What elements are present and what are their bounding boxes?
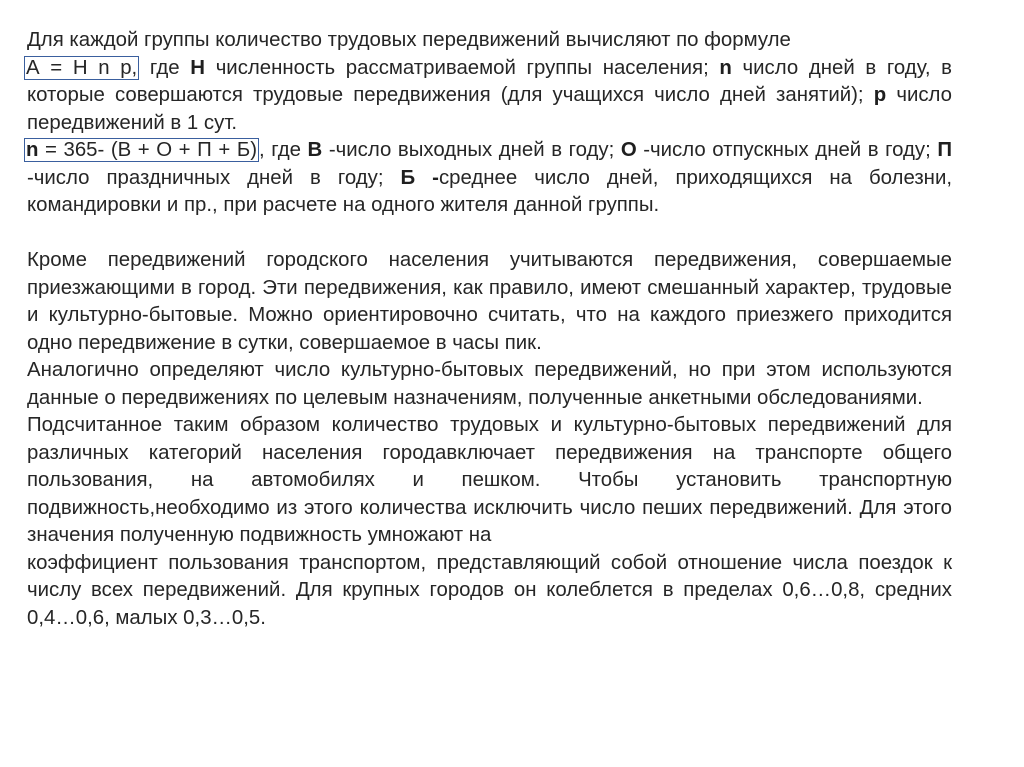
formula-a-text-1: где bbox=[139, 56, 191, 79]
slide-text-body bbox=[27, 27, 952, 632]
formula-a-box: А = Н n p, bbox=[26, 56, 138, 79]
paragraph-spacer bbox=[27, 220, 952, 248]
variable-o: О bbox=[620, 139, 637, 161]
variable-b-average: Б - bbox=[400, 166, 439, 189]
variable-b: В bbox=[307, 139, 323, 161]
variable-p: р bbox=[873, 84, 887, 106]
formula-n-variable: n bbox=[26, 139, 39, 161]
formula-a-paragraph bbox=[27, 55, 952, 138]
formula-a-text-3: число дней в году, в которые совершаются трудовые передвижения (для учащихся число дней занятий); bbox=[27, 56, 953, 106]
formula-n-text-4: -число праздничных дней в году; bbox=[27, 166, 401, 189]
formula-n-text-5: среднее число дней, приходящихся на болезни, командировки и пр., при расчете на одного жителя данной группы. bbox=[27, 166, 952, 216]
formula-n-text-1: , где bbox=[259, 139, 308, 161]
formula-n-text-3: -число отпускных дней в году; bbox=[636, 139, 938, 161]
paragraph-commuters: Кроме передвижений городского населения учитываются передвижения, совершаемые приезжающими в город. Эти передвижения, как правило, имеют смешанный характер, трудовые и культурно-бытовые. Можно ориентировочно считать, что на каждого приезжего приходится одно передвижение в сутки, совершаемое в часы пик. bbox=[27, 249, 952, 354]
formula-a-text-2: численность рассматриваемой группы населения; bbox=[205, 56, 720, 79]
formula-n-expression: = 365- (В + О + П + Б) bbox=[38, 139, 257, 161]
formula-a-text-4: число передвижений в 1 сут. bbox=[27, 84, 952, 134]
formula-n-paragraph bbox=[27, 137, 952, 220]
formula-n-text-2: -число выходных дней в году; bbox=[322, 139, 621, 161]
variable-n: n bbox=[719, 56, 732, 79]
paragraph-transport-mobility: Подсчитанное таким образом количество трудовых и культурно-бытовых передвижений для различных категорий населения городавключает передвижения на транспорте общего пользования, на автомобилях и пешком. Чтобы установить транспортную подвижность,необходимо из этого количества исключить число пеших передвижений. Для этого значения полученную подвижность умножают на bbox=[27, 414, 952, 546]
variable-h: Н bbox=[190, 56, 206, 79]
paragraph-usage-coefficient: коэффициент пользования транспортом, представляющий собой отношение числа поездок к числу всех передвижений. Для крупных городов он колеблется в пределах 0,6…0,8, средних 0,4…0,6, малых 0,3…0,5. bbox=[27, 551, 952, 629]
variable-p-holidays: П bbox=[937, 139, 952, 161]
formula-n-box bbox=[24, 138, 259, 162]
paragraph-cultural-trips: Аналогично определяют число культурно-бытовых передвижений, но при этом используются данные о передвижениях по целевым назначениям, полученные анкетными обследованиями. bbox=[27, 359, 952, 409]
intro-line: Для каждой группы количество трудовых передвижений вычисляют по формуле bbox=[27, 29, 791, 51]
